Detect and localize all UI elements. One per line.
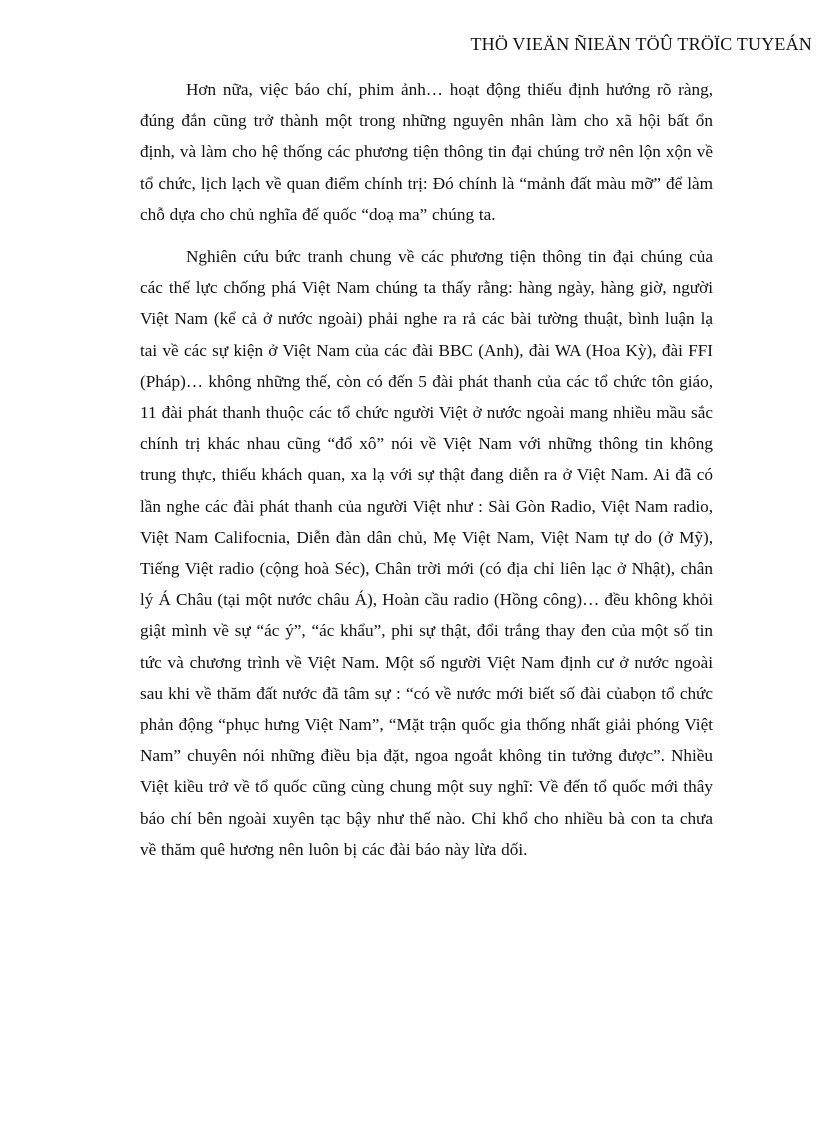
page-header: THÖ VIEÄN ÑIEÄN TÖÛ TRÖÏC TUYEÁN: [470, 34, 812, 54]
document-body: [140, 74, 713, 865]
paragraph: Hơn nữa, việc báo chí, phim ảnh… hoạt động thiếu định hướng rõ ràng, đúng đắn cũng trở thành một trong những nguyên nhân làm cho xã hội bất ổn định, và làm cho hệ thống các phương tiện thông tin đại chúng trở nên lộn xộn về tổ chức, lịch lạch về quan điểm chính trị: Đó chính là “mảnh đất màu mỡ” để làm chỗ dựa cho chủ nghĩa đế quốc “doạ ma” chúng ta.: [140, 80, 713, 224]
paragraph: Nghiên cứu bức tranh chung về các phương tiện thông tin đại chúng của các thế lực chống phá Việt Nam chúng ta thấy rằng: hàng ngày, hàng giờ, người Việt Nam (kể cả ở nước ngoài) phải nghe ra rả các bài tường thuật, bình luận lạ tai về các sự kiện ở Việt Nam của các đài BBC (Anh), đài WA (Hoa Kỳ), đài FFI (Pháp)… không những thế, còn có đến 5 đài phát thanh của các tổ chức tôn giáo, 11 đài phát thanh thuộc các tổ chức người Việt ở nước ngoài mang nhiều mầu sắc chính trị khác nhau cũng “đổ xô” nói về Việt Nam với những thông tin không trung thực, thiếu khách quan, xa lạ với sự thật đang diễn ra ở Việt Nam. Ai đã có lần nghe các đài phát thanh của người Việt như : Sài Gòn Radio, Việt Nam radio, Việt Nam Califocnia, Diễn đàn dân chủ, Mẹ Việt Nam, Việt Nam tự do (ở Mỹ), Tiếng Việt radio (cộng hoà Séc), Chân trời mới (có địa chỉ liên lạc ở Nhật), chân lý Á Châu (tại một nước châu Á), Hoàn cầu radio (Hồng công)… đều không khỏi giật mình về sự “ác ý”, “ác khẩu”, phi sự thật, đổi trắng thay đen của một số tin tức và chương trình về Việt Nam. Một số người Việt Nam định cư ở nước ngoài sau khi về thăm đất nước đã tâm sự : “có về nước mới biết số đài củabọn tổ chức phản động “phục hưng Việt Nam”, “Mặt trận quốc gia thống nhất giải phóng Việt Nam” chuyên nói những điều bịa đặt, ngoa ngoắt không tin tưởng được”. Nhiều Việt kiều trở về tổ quốc cũng cùng chung một suy nghĩ: Về đến tổ quốc mới thây báo chí bên ngoài xuyên tạc bậy như thế nào. Chỉ khổ cho nhiều bà con ta chưa về thăm quê hương nên luôn bị các đài báo này lừa dối.: [140, 247, 713, 859]
